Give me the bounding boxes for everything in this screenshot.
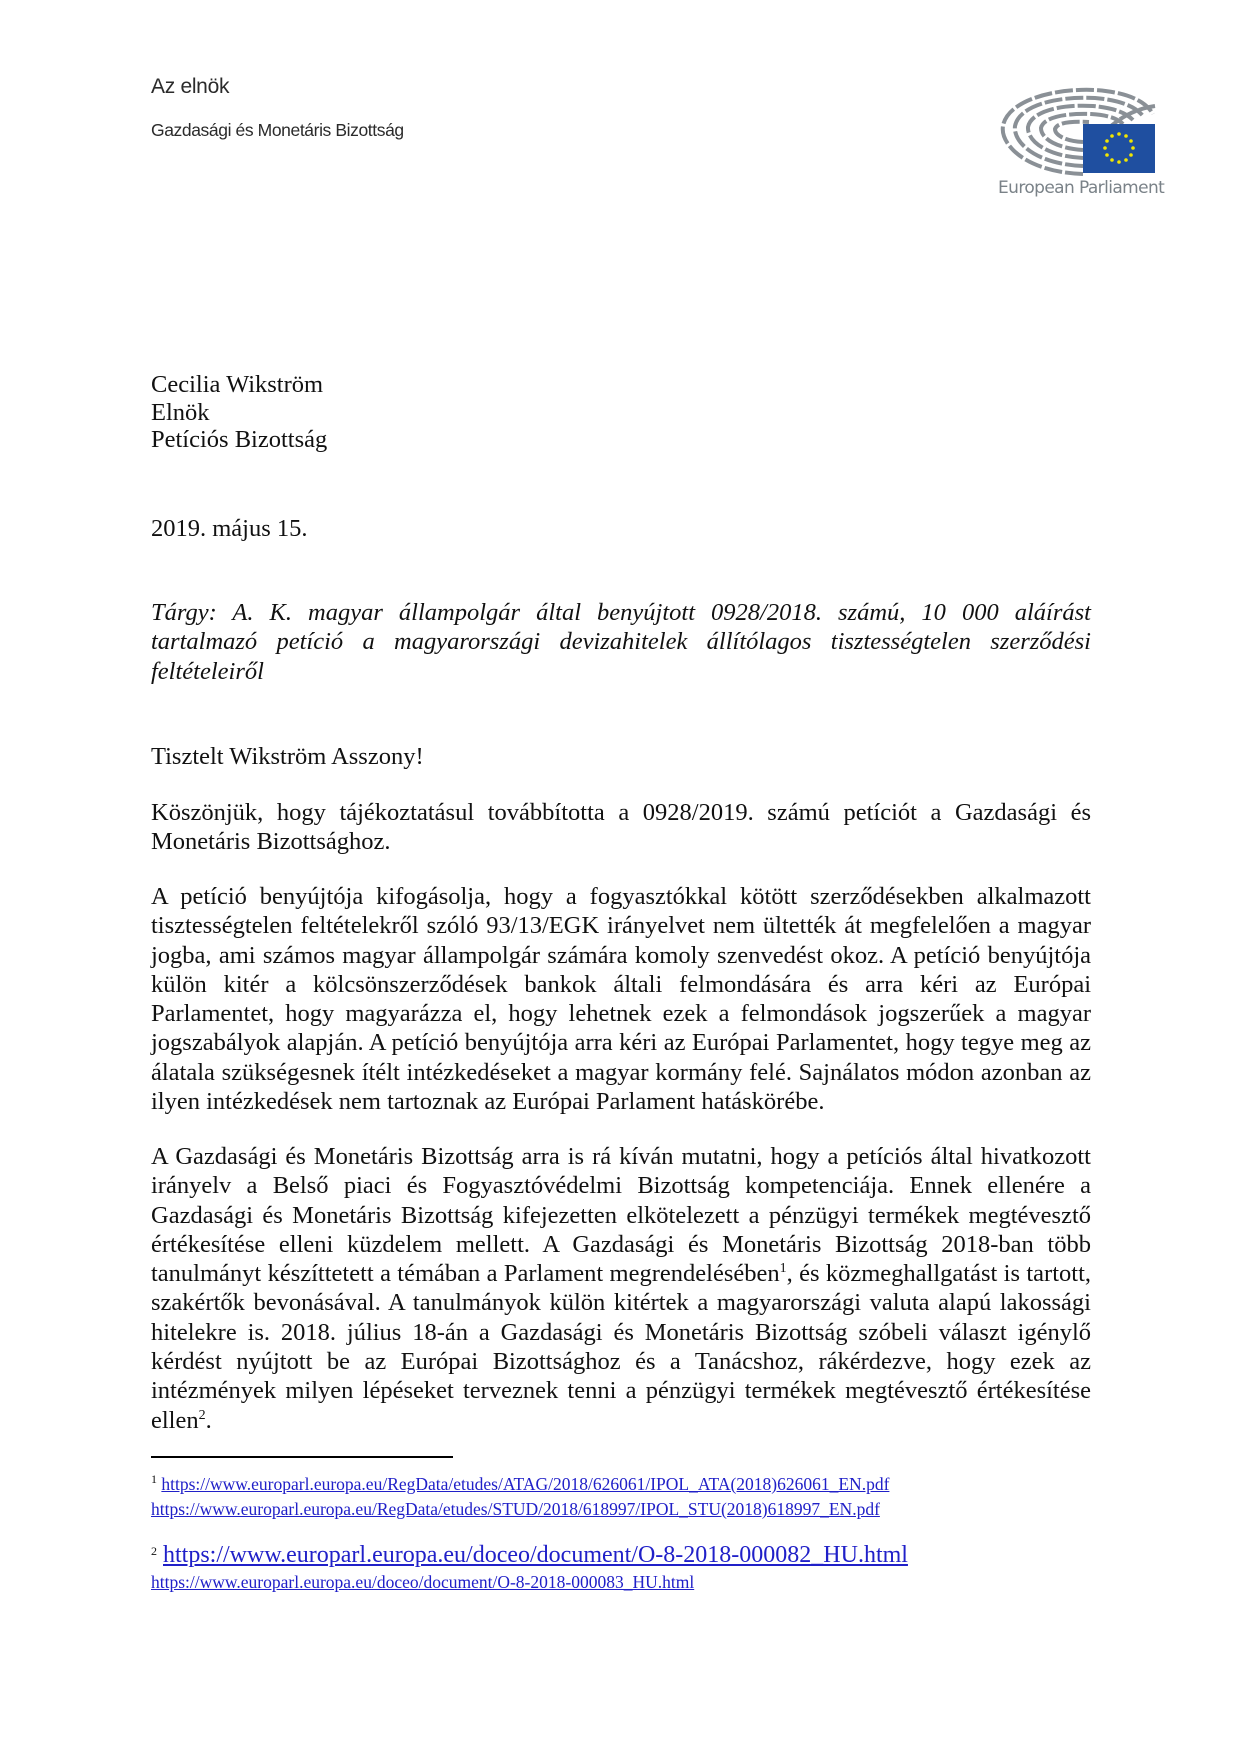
recipient-role: Elnök [151, 398, 210, 426]
subject-line: Tárgy: A. K. magyar állampolgár által benyújtott 0928/2018. számú, 10 000 aláírást tartalmazó petíció a magyarországi devizahitelek állítólagos tisztességtelen szerződési feltételeiről [151, 599, 1091, 685]
footnote-number: 2 [151, 1544, 157, 1558]
recipient-committee: Petíciós Bizottság [151, 426, 328, 453]
hemicycle-eu-flag-icon [995, 84, 1165, 179]
footnote-separator [151, 1456, 453, 1458]
footnote-1-link-2[interactable]: https://www.europarl.europa.eu/RegData/etudes/STUD/2018/618997/IPOL_STU(2018)618997_EN.pdf [151, 1499, 880, 1519]
footnote-ref-2[interactable]: 2 [198, 1407, 206, 1423]
letter-date: 2019. május 15. [151, 515, 308, 542]
eu-flag [1083, 124, 1155, 173]
footnote-2-link-1[interactable]: https://www.europarl.europa.eu/doceo/document/O-8-2018-000082_HU.html [163, 1542, 908, 1568]
paragraph-3-text-b: , és közmeghallgatást is tartott, szakértők bevonásával. A tanulmányok külön kitértek a magyarországi valuta alapú lakossági hitelekre is. 2018. július 18-án a Gazdasági és Monetáris Bizottság szóbeli választ igénylő kérdést nyújtott be az Európai Bizottsághoz és a Tanácshoz, rákérdezve, hogy ezek az intézmények milyen lépéseket terveznek tenni a pénzügyi termékek megtévesztő értékesítése ellen [151, 1260, 1092, 1434]
paragraph-3-end: . [205, 1406, 212, 1434]
footnote-ref-1[interactable]: 1 [779, 1261, 787, 1277]
paragraph-3 [151, 1142, 1091, 1435]
footnote-1-link-1[interactable]: https://www.europarl.europa.eu/RegData/etudes/ATAG/2018/626061/IPOL_ATA(2018)626061_EN.pdf [161, 1474, 890, 1494]
sender-title: Az elnök [151, 75, 230, 98]
sender-committee: Gazdasági és Monetáris Bizottság [151, 120, 404, 140]
recipient-block [151, 371, 327, 454]
footnote-1 [151, 1472, 889, 1522]
logo-text: European Parliament [998, 178, 1165, 198]
salutation: Tisztelt Wikström Asszony! [151, 743, 424, 770]
paragraph-3-text-a: A Gazdasági és Monetáris Bizottság arra is rá kíván mutatni, hogy a petíciós által hivatkozott irányelv a Belső piaci és Fogyasztóvédelmi Bizottság kompetenciája. Ennek ellenére a Gazdasági és Monetáris Bizottság kifejezetten elkötelezett a pénzügyi termékek megtévesztő értékesítése elleni küzdelem mellett. A Gazdasági és Monetáris Bizottság 2018-ban több tanulmányt készíttetett a témában a Parlament megrendelésében [151, 1143, 1091, 1288]
paragraph-2: A petíció benyújtója kifogásolja, hogy a fogyasztókkal kötött szerződésekben alkalmazott tisztességtelen feltételekről szóló 93/13/EGK irányelvet nem ültették át megfelelően a magyar jogba, ami számos magyar állampolgár számára komoly szenvedést okoz. A petíció benyújtója külön kitér a kölcsönszerződések bankok általi felmondására és arra kéri az Európai Parlamentet, hogy magyarázza el, hogy lehetnek ezek a felmondások jogszerűek a magyar jogszabályok alapján. A petíció benyújtója arra kéri az Európai Parlamentet, hogy tegye meg az álatala szükségesnek ítélt intézkedéseket a magyar kormány felé. Sajnálatos módon azonban az ilyen intézkedések nem tartoznak az Európai Parlament hatáskörébe. [151, 883, 1091, 1116]
footnote-2 [151, 1540, 908, 1595]
footnote-number: 1 [151, 1472, 157, 1486]
footnote-2-link-2[interactable]: https://www.europarl.europa.eu/doceo/document/O-8-2018-000083_HU.html [151, 1572, 695, 1592]
paragraph-1: Köszönjük, hogy tájékoztatásul továbbította a 0928/2019. számú petíciót a Gazdasági és Monetáris Bizottsághoz. [151, 799, 1091, 856]
recipient-name: Cecilia Wikström [151, 371, 324, 398]
